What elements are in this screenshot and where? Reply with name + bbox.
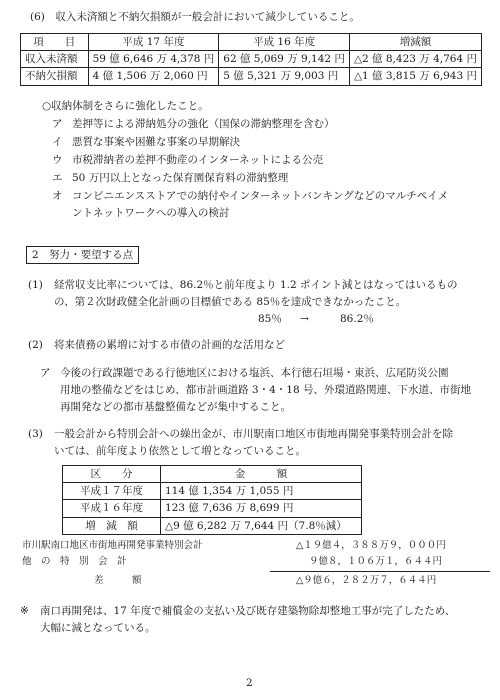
note-line: 南口再開発は、17 年度で補償金の支払い及び既存建築物除却整地工事が完了したため、 xyxy=(40,605,456,617)
breakdown-label: 他 の 特 別 会 計 xyxy=(22,556,127,567)
breakdown-amount: △１９億４，３８８万９，０００円 xyxy=(296,540,446,551)
table-cell: 5 億 5,321 万 9,003 円 xyxy=(219,68,350,85)
ratio-arrow: → xyxy=(300,313,309,325)
ratio-to: 86.2％ xyxy=(340,313,374,325)
table-row xyxy=(63,483,362,500)
list-text: ントネットワークへの導入の検討 xyxy=(72,207,230,219)
note-marker: ※ xyxy=(20,605,29,617)
breakdown-divider xyxy=(270,571,490,572)
point-2-sub-line: 今後の行政課題である行徳地区における塩浜、本行徳石垣場・東浜、広尾防災公園 xyxy=(60,367,449,379)
table-header-cell: 項 目 xyxy=(21,34,89,51)
transfer-table xyxy=(62,465,362,535)
section-2-label: 2 努力・要望する点 xyxy=(26,246,139,264)
table-cell: △2 億 8,423 万 4,764 円 xyxy=(349,51,481,68)
table-cell: △1 億 3,815 万 6,943 円 xyxy=(349,68,481,85)
table-cell: △9 億 6,282 万 7,644 円（7.8％減） xyxy=(161,517,362,534)
list-marker: オ xyxy=(52,190,63,202)
list-text: 市税滞納者の差押不動産のインターネットによる公売 xyxy=(72,154,324,166)
table-cell: 62 億 5,069 万 9,142 円 xyxy=(219,51,350,68)
list-marker: ウ xyxy=(52,154,63,166)
list-text: 差押等による滞納処分の強化（国保の滞納整理を含む） xyxy=(72,118,335,130)
table-cell: 114 億 1,354 万 1,055 円 xyxy=(161,483,362,500)
point-2-text: 将来債務の累増に対する市債の計画的な活用など xyxy=(54,339,285,351)
point-1-line: 経常収支比率については、86.2％と前年度より 1.2 ポイント減とはなってはいるもの xyxy=(54,279,458,291)
table-cell: 123 億 7,636 万 8,699 円 xyxy=(161,500,362,517)
table-cell: 不納欠損額 xyxy=(21,68,89,85)
page-number: 2 xyxy=(246,677,253,689)
table-header-cell: 平成 17 年度 xyxy=(88,34,219,51)
list-marker: イ xyxy=(52,136,63,148)
table-header-row xyxy=(21,34,482,51)
ratio-from: 85％ xyxy=(258,313,282,325)
table-row xyxy=(21,51,482,68)
point-3-line: 一般会計から特別会計への繰出金が、市川駅南口地区市街地再開発事業特別会計を除 xyxy=(54,428,453,440)
note-line: 大幅に減となっている。 xyxy=(40,622,156,634)
list-marker: エ xyxy=(52,172,63,184)
collection-title: ○収納体制をさらに強化したこと。 xyxy=(42,100,209,112)
point-1-line: の、第２次財政健全化計画の目標値である 85％を達成できなかったこと。 xyxy=(54,296,407,308)
breakdown-label: 市川駅南口地区市街地再開発事業特別会計 xyxy=(22,540,203,551)
point-2-sub-line: 用地の整備などをはじめ、都市計画道路 3・4・18 号、外環道路関連、下水道、市街地 xyxy=(60,384,471,396)
table-row xyxy=(63,500,362,517)
table-cell: 59 億 6,646 万 4,378 円 xyxy=(88,51,219,68)
list-text: コンビニエンスストアでの納付やインターネットバンキングなどのマルチペイメ xyxy=(72,190,449,202)
list-marker: ア xyxy=(52,118,63,130)
list-text: 悪質な事案や困難な事案の早期解決 xyxy=(72,136,240,148)
point-2-sub-line: 再開発などの都市基盤整備などが集中すること。 xyxy=(60,401,291,413)
table-cell: 増 減 額 xyxy=(63,517,161,534)
breakdown-amount: △９億６，２８２万７，６４４円 xyxy=(296,575,437,586)
section-2-heading xyxy=(26,246,139,264)
point-2-number: (2) xyxy=(28,339,43,351)
arrears-table xyxy=(20,33,482,86)
list-text: 50 万円以上となった保育園保育料の滞納整理 xyxy=(72,172,289,184)
table-header-cell: 金 額 xyxy=(161,466,362,483)
table-cell: 4 億 1,506 万 2,060 円 xyxy=(88,68,219,85)
breakdown-amount: ９億８，１０６万１，６４４円 xyxy=(309,556,443,567)
point-3-line: いては、前年度より依然として増となっていること。 xyxy=(54,445,306,457)
table-header-cell: 平成 16 年度 xyxy=(219,34,350,51)
table-cell: 収入未済額 xyxy=(21,51,89,68)
table-row xyxy=(21,68,482,85)
table-header-cell: 増減額 xyxy=(349,34,481,51)
table-cell: 平成１７年度 xyxy=(63,483,161,500)
point-1-number: (1) xyxy=(28,279,43,291)
section-6-heading: (6) 収入未済額と不納欠損額が一般会計において減少していること。 xyxy=(30,11,360,23)
table-header-cell: 区 分 xyxy=(63,466,161,483)
point-2-sub-marker: ア xyxy=(40,367,51,379)
point-3-number: (3) xyxy=(28,428,43,440)
breakdown-label: 差 額 xyxy=(94,575,142,586)
table-header-row xyxy=(63,466,362,483)
table-row xyxy=(63,517,362,534)
table-cell: 平成１６年度 xyxy=(63,500,161,517)
